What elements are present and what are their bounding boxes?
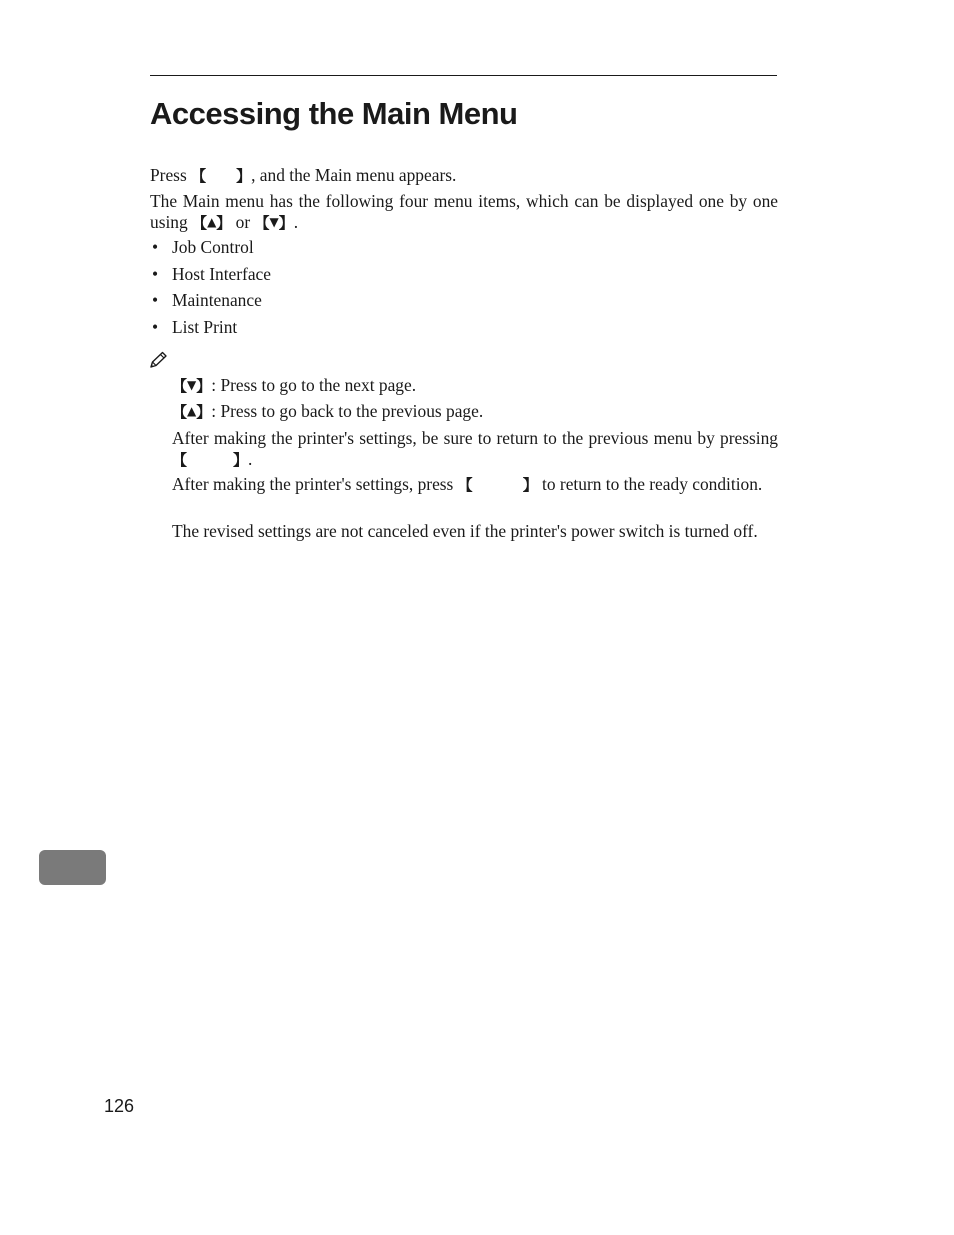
note-return-ready (172, 474, 778, 496)
intro-text-end: , and the Main menu appears. (251, 165, 457, 185)
note-text: After making the printer's settings, be sure to return to the previous menu by pressing (172, 428, 778, 448)
escape-key-open: 【 (172, 451, 188, 469)
up-arrow-icon: ▲ (187, 404, 197, 418)
page-number: 126 (104, 1096, 135, 1116)
online-key-open: 【 (457, 476, 473, 494)
down-key-close: 】 (278, 214, 294, 232)
note-text: : Press to go back to the previous page. (211, 401, 484, 421)
menu-paragraph (150, 191, 778, 235)
up-key-open: 【 (172, 403, 188, 421)
down-key-close: 】 (196, 377, 212, 395)
menu-paragraph-or: or (231, 212, 255, 232)
menu-key-open: 【 (191, 167, 207, 185)
intro-text: Press (150, 165, 192, 185)
page-title: Accessing the Main Menu (150, 96, 518, 131)
menu-paragraph-end: . (293, 212, 299, 232)
list-item-label: List Print (172, 316, 238, 337)
up-key-open: 【 (192, 214, 208, 232)
up-arrow-icon: ▲ (207, 215, 217, 229)
list-item (150, 290, 271, 317)
pencil-note-icon (149, 351, 168, 369)
up-key-close: 】 (216, 214, 232, 232)
chapter-tab-marker (39, 850, 106, 885)
bullet-icon: • (152, 316, 159, 337)
bullet-icon: • (152, 290, 159, 310)
header-rule (150, 75, 777, 76)
list-item (150, 237, 271, 264)
down-arrow-icon: ▼ (187, 378, 197, 392)
note-next-page (172, 375, 778, 398)
list-item (150, 317, 271, 344)
intro-paragraph (150, 165, 778, 187)
list-item (150, 264, 271, 291)
bullet-icon: • (152, 263, 159, 284)
menu-paragraph-text: The Main menu has the following four menu items, which can be displayed one by one using (150, 191, 778, 232)
down-key-open: 【 (172, 377, 188, 395)
down-arrow-icon: ▼ (269, 215, 279, 229)
online-key-close: 】 (522, 476, 538, 494)
escape-key-close: 】 (233, 451, 249, 469)
up-key-close: 】 (196, 403, 212, 421)
menu-key-close: 】 (236, 167, 252, 185)
note-revised-settings: The revised settings are not canceled even if the printer's power switch is turned off. (172, 521, 758, 541)
note-text-end: to return to the ready condition. (537, 474, 763, 494)
list-item-label: Job Control (172, 237, 254, 257)
list-item-label: Host Interface (172, 263, 271, 284)
bullet-icon: • (152, 237, 159, 257)
list-item-label: Maintenance (172, 290, 262, 310)
note-prev-page (172, 401, 778, 424)
down-key-open: 【 (254, 214, 270, 232)
note-text: After making the printer's settings, press (172, 474, 458, 494)
note-return-previous (172, 428, 778, 471)
note-text-end: . (248, 449, 253, 469)
note-text: : Press to go to the next page. (211, 375, 417, 395)
menu-item-list (150, 237, 271, 343)
